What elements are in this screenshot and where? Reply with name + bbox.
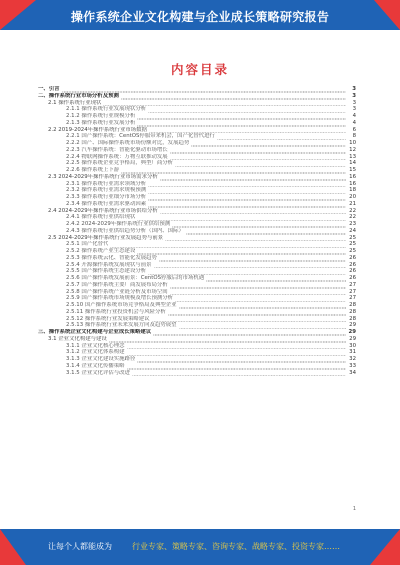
toc-leader-dots — [165, 235, 346, 242]
toc-entry[interactable] — [38, 302, 356, 309]
toc-entry-page: 3 — [352, 86, 356, 92]
toc-entry-title: 2.4.1 操作系统行业供给现状 — [66, 214, 136, 221]
toc-entry-title: 一、引言 — [38, 86, 60, 92]
toc-entry-page: 4 — [352, 119, 356, 126]
toc-leader-dots — [217, 133, 346, 140]
footer-left-accent — [0, 529, 26, 565]
toc-entry[interactable] — [38, 181, 356, 188]
toc-entry-page: 10 — [349, 140, 356, 146]
toc-entry[interactable] — [38, 248, 356, 255]
toc-entry-title: 2.5.4 开源操作系统发展现状与前景 — [66, 261, 152, 268]
toc-entry-page: 24 — [349, 227, 356, 234]
toc-entry-page: 22 — [349, 214, 356, 221]
footer-banner — [0, 529, 400, 565]
toc-entry[interactable] — [38, 221, 356, 228]
toc-leader-dots — [148, 201, 346, 208]
toc-entry[interactable] — [38, 235, 356, 242]
toc-entry-title: 2.4.3 操作系统行业供给趋势分析（国内、国际） — [66, 227, 184, 234]
toc-entry-page: 4 — [352, 113, 356, 119]
toc-leader-dots — [148, 268, 346, 275]
toc-entry[interactable] — [38, 154, 356, 161]
toc-leader-dots — [160, 208, 346, 215]
toc-entry[interactable] — [38, 349, 356, 356]
toc-entry-title: 2.3 2024-2029年操作系统行业市场需求分析 — [48, 173, 158, 180]
toc-entry-page: 15 — [349, 167, 356, 173]
toc-leader-dots — [170, 282, 346, 289]
toc-entry-title: 3.1.4 企业文化传播策略 — [66, 362, 125, 369]
toc-leader-dots — [127, 363, 346, 370]
toc-entry[interactable] — [38, 147, 356, 154]
toc-leader-dots — [132, 370, 346, 377]
toc-entry[interactable] — [38, 322, 356, 329]
toc-entry-page: 29 — [349, 322, 356, 329]
toc-entry-page: 27 — [349, 288, 356, 295]
toc-entry-page: 16 — [349, 180, 356, 187]
footer-tagline: 行业专家、策略专家、咨询专家、战略专家、投资专家…… — [132, 542, 340, 551]
toc-entry-title: 2.1.2 操作系统行业规模分析 — [66, 113, 136, 119]
toc-entry-title: 2.2.5 操作系统企业竞争格局，典型厂商分析 — [66, 160, 174, 167]
toc-entry-title: 2.1 操作系统行业现状 — [48, 99, 102, 106]
toc-entry[interactable] — [38, 140, 356, 147]
toc-entry-page: 13 — [349, 153, 356, 160]
toc-entry-page: 30 — [349, 342, 356, 349]
toc-entry-title: 2.2.2 国产、国际操作系统市场份额对比，发展趋势 — [66, 140, 190, 146]
toc-entry-title: 2.5.6 国产操作系统发展前景：CentOS停服后的市场机遇 — [66, 275, 205, 281]
toc-entry-page: 22 — [349, 207, 356, 214]
toc-entry-page: 3 — [352, 99, 356, 106]
toc-entry-title: 2.2.1 国产操作系统：CentOS停服带来机会，国产化替代进行 — [66, 133, 215, 140]
toc-entry-title: 2.3.4 操作系统行业需求驱动因素 — [66, 200, 147, 207]
toc-entry[interactable] — [38, 356, 356, 363]
toc-entry[interactable] — [38, 106, 356, 113]
toc-entry-title: 2.5 2024-2029年操作系统行业发展趋势与前景 — [48, 234, 164, 241]
toc-entry-title: 2.3.1 操作系统行业需求领域分析 — [66, 180, 147, 187]
toc-entry-page: 31 — [349, 349, 356, 356]
toc-leader-dots — [191, 140, 346, 147]
toc-entry-title: 三、操作系统企业文化构建与企业成长策略建议 — [38, 329, 152, 335]
toc-entry-title: 2.5.5 国产操作系统生态建设分析 — [66, 268, 147, 275]
toc-leader-dots — [110, 241, 346, 248]
toc-entry[interactable] — [38, 214, 356, 221]
toc-entry[interactable] — [38, 370, 356, 377]
toc-entry[interactable] — [38, 295, 356, 302]
toc-entry-page: 3 — [352, 92, 356, 99]
toc-leader-dots — [179, 322, 346, 329]
toc-leader-dots — [137, 356, 346, 363]
toc-entry-page: 8 — [352, 133, 356, 140]
toc-entry-page: 34 — [349, 369, 356, 376]
toc-entry[interactable] — [38, 241, 356, 248]
toc-entry-page: 26 — [349, 254, 356, 261]
toc-entry-page: 27 — [349, 295, 356, 302]
footer-right-accent — [370, 529, 400, 565]
toc-entry-page: 25 — [349, 234, 356, 241]
toc-leader-dots — [148, 187, 346, 194]
toc-entry-page: 25 — [349, 241, 356, 248]
toc-leader-dots — [179, 302, 346, 309]
toc-leader-dots — [149, 127, 346, 134]
toc-entry[interactable] — [38, 329, 356, 336]
header-banner — [0, 0, 400, 30]
toc-entry-title: 2.5.7 国产操作系统主要厂商发展布局分析 — [66, 281, 168, 288]
table-of-contents — [38, 86, 356, 376]
toc-entry-title: 2.3.2 操作系统行业需求规模预测 — [66, 187, 147, 194]
toc-leader-dots — [170, 289, 346, 296]
toc-entry-page: 3 — [352, 106, 356, 113]
toc-leader-dots — [206, 275, 346, 282]
toc-entry-page: 28 — [349, 302, 356, 308]
toc-leader-dots — [160, 174, 346, 181]
toc-entry[interactable] — [38, 268, 356, 275]
toc-entry-page: 29 — [349, 335, 356, 342]
toc-leader-dots — [137, 214, 346, 221]
toc-entry-title: 3.1.5 企业文化评估与改进 — [66, 369, 130, 376]
toc-entry-title: 2.2.4 物联网操作系统：万物互联推动发展 — [66, 153, 168, 160]
toc-leader-dots — [154, 262, 346, 269]
toc-entry[interactable] — [38, 194, 356, 201]
toc-leader-dots — [172, 221, 346, 228]
toc-entry[interactable] — [38, 113, 356, 120]
toc-leader-dots — [168, 309, 346, 316]
toc-entry[interactable] — [38, 262, 356, 269]
toc-entry[interactable] — [38, 228, 356, 235]
toc-entry-title: 2.5.11 操作系统行业投资机会与风险分析 — [66, 308, 166, 315]
toc-entry[interactable] — [38, 208, 356, 215]
toc-entry-title: 2.5.9 国产操作系统市场规模及增长预测分析 — [66, 295, 174, 302]
toc-leader-dots — [127, 343, 346, 350]
toc-entry-page: 21 — [349, 200, 356, 207]
toc-entry-page: 26 — [349, 261, 356, 268]
toc-entry[interactable] — [38, 120, 356, 127]
toc-entry-page: 32 — [349, 356, 356, 362]
toc-entry[interactable] — [38, 127, 356, 134]
toc-leader-dots — [159, 255, 346, 262]
toc-leader-dots — [127, 349, 346, 356]
toc-leader-dots — [109, 336, 346, 343]
toc-leader-dots — [186, 228, 346, 235]
toc-entry-title: 2.3.3 操作系统行业细分市场分析 — [66, 194, 147, 200]
toc-entry[interactable] — [38, 255, 356, 262]
toc-entry[interactable] — [38, 160, 356, 167]
toc-entry-page: 29 — [348, 329, 356, 335]
toc-leader-dots — [121, 93, 346, 100]
toc-entry-title: 3.1 企业文化构建与建设 — [48, 335, 107, 342]
toc-entry-page: 12 — [349, 146, 356, 153]
toc-leader-dots — [137, 120, 346, 127]
toc-entry[interactable] — [38, 275, 356, 282]
toc-entry-page: 6 — [352, 126, 356, 133]
toc-entry-title: 2.2.6 操作系统上下游 — [66, 167, 120, 173]
toc-entry-title: 2.5.8 国产操作系统产业链分析及市场空间 — [66, 288, 168, 295]
toc-entry-page: 33 — [349, 362, 356, 369]
toc-entry-title: 2.5.10 国产操作系统市场竞争格局及典型企业 — [66, 302, 177, 308]
toc-entry-title: 2.2 2019-2024年操作系统行业市场数据 — [48, 126, 147, 133]
toc-entry[interactable] — [38, 336, 356, 343]
toc-entry[interactable] — [38, 133, 356, 140]
toc-entry-page: 14 — [349, 160, 356, 167]
toc-entry[interactable] — [38, 343, 356, 350]
toc-entry-page: 18 — [349, 187, 356, 194]
toc-leader-dots — [137, 113, 346, 120]
toc-entry-page: 16 — [349, 173, 356, 180]
footer-slogan: 让每个人都能成为 — [48, 542, 112, 551]
toc-entry-page: 26 — [349, 268, 356, 275]
toc-entry-title: 2.5.12 操作系统行业发展策略建议 — [66, 315, 150, 322]
toc-entry-page: 26 — [349, 275, 356, 281]
toc-entry-title: 2.4 2024-2029年操作系统行业市场供给分析 — [48, 207, 158, 214]
toc-entry-title: 二、操作系统行业市场分析及预测 — [38, 92, 119, 99]
toc-entry[interactable] — [38, 174, 356, 181]
toc-entry[interactable] — [38, 100, 356, 107]
toc-entry[interactable] — [38, 201, 356, 208]
toc-leader-dots — [170, 154, 346, 161]
toc-leader-dots — [148, 181, 346, 188]
toc-entry-page: 20 — [349, 194, 356, 200]
toc-leader-dots — [175, 295, 346, 302]
toc-entry[interactable] — [38, 282, 356, 289]
toc-leader-dots — [103, 100, 346, 107]
toc-leader-dots — [148, 194, 346, 201]
toc-leader-dots — [175, 160, 346, 167]
toc-leader-dots — [170, 147, 346, 154]
toc-entry[interactable] — [38, 316, 356, 323]
toc-entry-page: 28 — [349, 308, 356, 315]
toc-entry[interactable] — [38, 187, 356, 194]
toc-entry-title: 3.1.1 企业文化核心理念 — [66, 342, 125, 349]
toc-leader-dots — [148, 106, 346, 113]
toc-entry[interactable] — [38, 93, 356, 100]
page-number: 1 — [352, 506, 356, 512]
toc-leader-dots — [153, 329, 346, 336]
toc-heading: 内容目录 — [170, 62, 229, 77]
toc-entry[interactable] — [38, 167, 356, 174]
toc-entry-title: 2.2.3 汽车操作系统：智能化驱动市场增长 — [66, 146, 168, 153]
toc-entry-title: 2.1.3 操作系统行业发展分析 — [66, 119, 136, 126]
toc-leader-dots — [62, 86, 346, 93]
toc-entry-page: 27 — [349, 281, 356, 288]
toc-leader-dots — [121, 167, 346, 174]
toc-entry-title: 2.5.1 国产化替代 — [66, 241, 109, 248]
toc-entry[interactable] — [38, 363, 356, 370]
toc-entry-title: 2.5.3 操作系统云化、智能化发展趋势 — [66, 254, 157, 261]
toc-leader-dots — [152, 316, 346, 323]
toc-entry-title: 2.1.1 操作系统行业发展现状分析 — [66, 106, 147, 113]
toc-entry[interactable] — [38, 309, 356, 316]
toc-entry-title: 2.5.13 操作系统行业未来发展方向及趋势展望 — [66, 322, 177, 329]
toc-entry-title: 2.4.2 2024-2029年操作系统行业供给预测 — [66, 221, 171, 227]
toc-entry[interactable] — [38, 289, 356, 296]
toc-entry-page: 28 — [349, 315, 356, 322]
toc-leader-dots — [137, 248, 346, 255]
toc-entry-title: 3.1.2 企业文化体系构建 — [66, 349, 125, 356]
toc-entry-title: 2.5.2 操作系统产业生态建设 — [66, 248, 136, 254]
toc-entry-page: 23 — [349, 221, 356, 227]
toc-entry-page: 25 — [349, 248, 356, 254]
toc-entry-title: 3.1.3 企业文化建设实施路径 — [66, 356, 136, 362]
report-title: 操作系统企业文化构建与企业成长策略研究报告 — [70, 10, 330, 24]
toc-entry[interactable] — [38, 86, 356, 93]
